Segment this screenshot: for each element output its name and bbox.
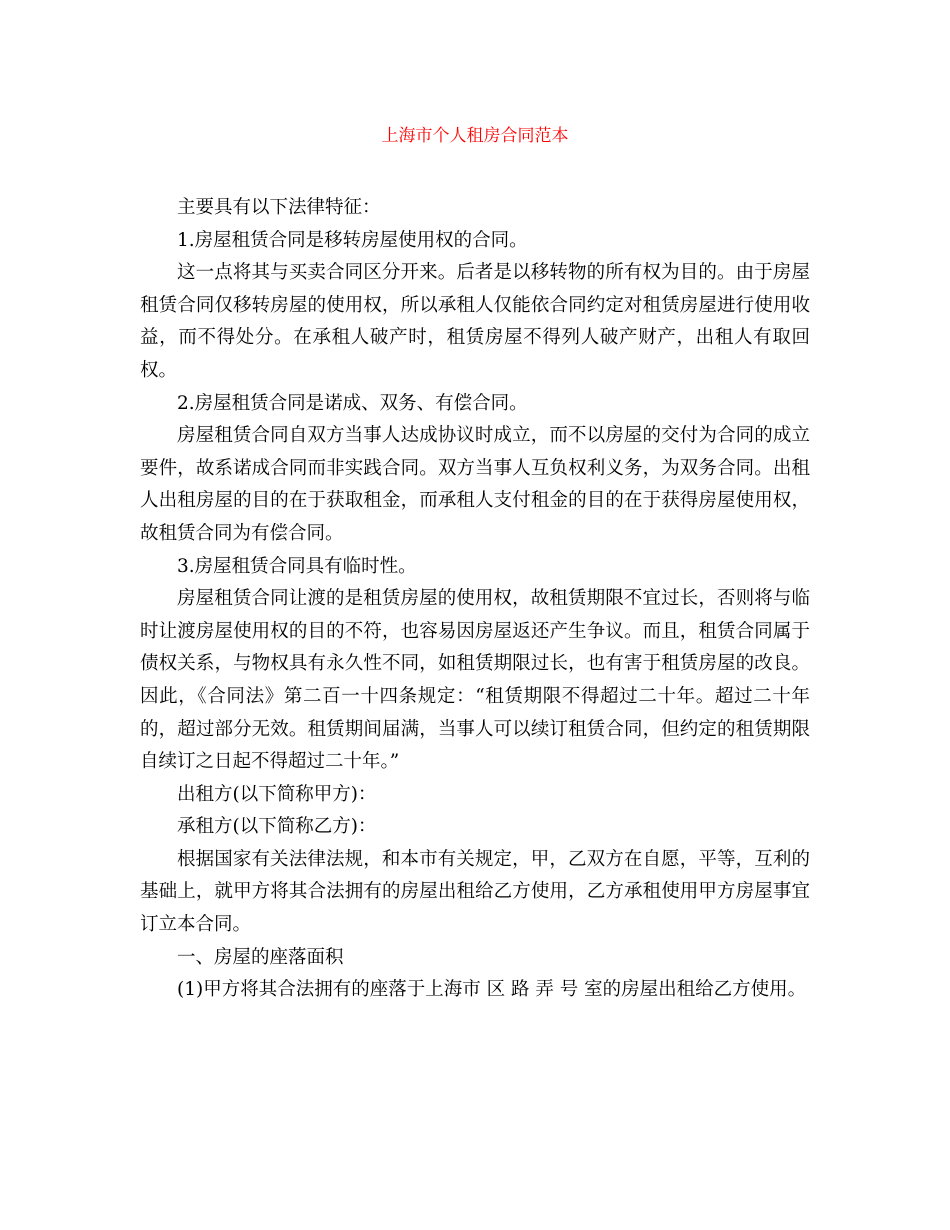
paragraph-lessor: 出租方(以下简称甲方)： xyxy=(177,783,377,805)
paragraph-feature-2-body: 房屋租赁合同自双方当事人达成协议时成立，而不以房屋的交付为合同的成立要件，故系诺成合同而非实践合同。双方当事人互负权利义务，为双务合同。出租人出租房屋的目的在于获取租金，而承租人支付租金的目的在于获得房屋使用权，故租赁合同为有偿合同。 xyxy=(140,425,810,544)
paragraph-feature-3-body: 房屋租赁合同让渡的是租赁房屋的使用权，故租赁期限不宜过长，否则将与临时让渡房屋使用权的目的不符，也容易因房屋返还产生争议。而且，租赁合同属于债权关系，与物权具有永久性不同，如租赁期限过长，也有害于租赁房屋的改良。因此，《合同法》第二百一十四条规定：“租赁期限不得超过二十年。超过二十年的，超过部分无效。租赁期间届满，当事人可以续订租赁合同，但约定的租赁期限自续订之日起不得超过二十年。” xyxy=(140,588,810,773)
paragraph-intro: 主要具有以下法律特征： xyxy=(177,197,381,218)
paragraph-feature-2-heading: 2.房屋租赁合同是诺成、双务、有偿合同。 xyxy=(177,392,528,414)
document-title: 上海市个人租房合同范本 xyxy=(381,126,569,146)
paragraph-feature-3-heading: 3.房屋租赁合同具有临时性。 xyxy=(177,555,417,577)
clause-1: (1)甲方将其合法拥有的座落于上海市 区 路 弄 号 室的房屋出租给乙方使用。 xyxy=(177,979,807,1001)
paragraph-lessee: 承租方(以下简称乙方)： xyxy=(177,816,377,838)
document-body xyxy=(140,192,810,1007)
paragraph-feature-1-body: 这一点将其与买卖合同区分开来。后者是以移转物的所有权为目的。由于房屋租赁合同仅移转房屋的使用权，所以承租人仅能依合同约定对租赁房屋进行使用收益，而不得处分。在承租人破产时，租赁房屋不得列人破产财产，出租人有取回权。 xyxy=(140,262,810,381)
paragraph-feature-1-heading: 1.房屋租赁合同是移转房屋使用权的合同。 xyxy=(177,229,528,251)
section-heading-location-area: 一、房屋的座落面积 xyxy=(177,946,344,968)
paragraph-preamble: 根据国家有关法律法规，和本市有关规定，甲，乙双方在自愿，平等，互利的基础上，就甲方将其合法拥有的房屋出租给乙方使用，乙方承租使用甲方房屋事宜订立本合同。 xyxy=(140,848,810,936)
